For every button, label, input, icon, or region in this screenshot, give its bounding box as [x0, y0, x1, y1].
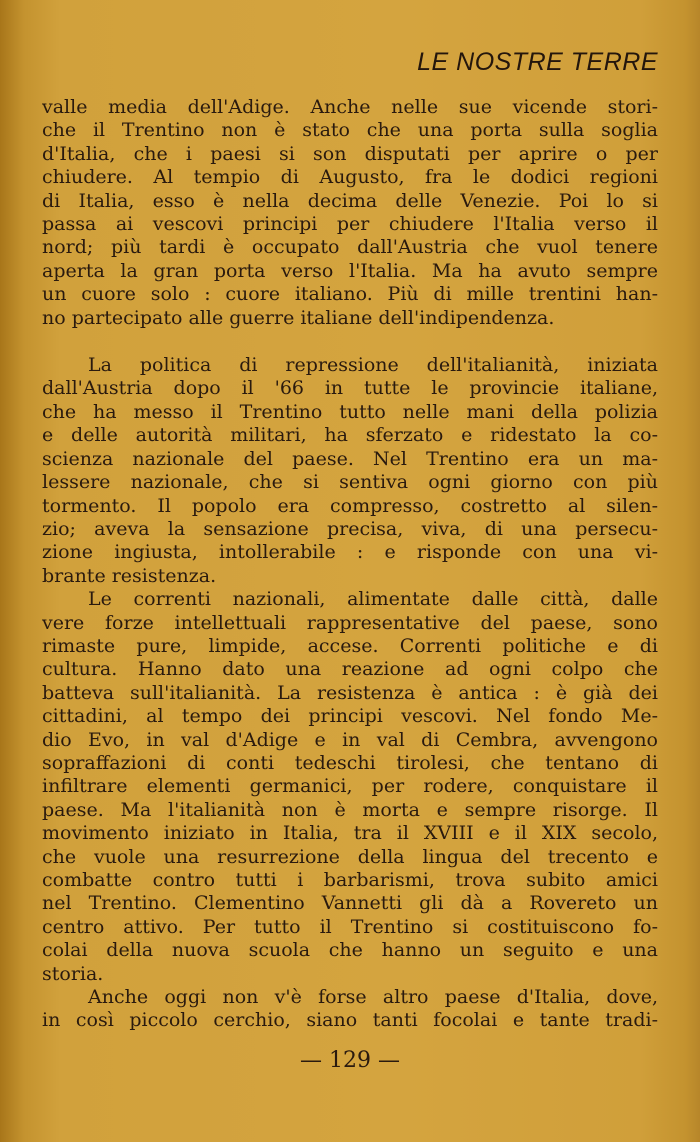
paragraph-3 [42, 588, 658, 986]
text-line: che vuole una resurrezione della lingua del trecento e [42, 845, 658, 868]
text-line: valle media dell'Adige. Anche nelle sue vicende stori- [42, 96, 658, 118]
running-head: LE NOSTRE TERRE [417, 48, 658, 76]
text-line: Anche oggi non v'è forse altro paese d'Italia, dove, [88, 986, 658, 1009]
text-line: paese. Ma l'italianità non è morta e sempre risorge. Il [42, 798, 658, 821]
text-line: vere forze intellettuali rappresentative del paese, sono [42, 611, 658, 634]
paragraph-2 [42, 354, 658, 588]
text-line: che il Trentino non è stato che una porta sulla soglia [42, 119, 658, 142]
text-line: colai della nuova scuola che hanno un seguito e una [42, 939, 658, 962]
text-line: passa ai vescovi principi per chiudere l'Italia verso il [42, 213, 658, 236]
text-line: nord; più tardi è occupato dall'Austria che vuol tenere [42, 236, 658, 259]
body-text [42, 96, 658, 1033]
text-line: Le correnti nazionali, alimentate dalle città, dalle [88, 588, 658, 611]
text-line: d'Italia, che i paesi si son disputati per aprire o per [42, 142, 658, 165]
text-line: nel Trentino. Clementino Vannetti gli dà a Rovereto un [42, 892, 658, 915]
text-line: no partecipato alle guerre italiane dell'indipendenza. [42, 306, 555, 329]
text-line: infiltrare elementi germanici, per rodere, conquistare il [42, 775, 658, 798]
text-line: batteva sull'italianità. La resistenza è antica : è già dei [42, 681, 658, 704]
page-number: — 129 — [300, 1048, 400, 1073]
paragraph-1 [42, 96, 658, 330]
text-line: cittadini, al tempo dei principi vescovi. Nel fondo Me- [42, 705, 658, 728]
text-line: zio; aveva la sensazione precisa, viva, di una persecu- [42, 517, 658, 540]
text-line: aperta la gran porta verso l'Italia. Ma ha avuto sempre [42, 259, 658, 282]
paragraph-gap [42, 330, 658, 354]
text-line: lessere nazionale, che si sentiva ogni giorno con più [42, 471, 658, 494]
text-line: cultura. Hanno dato una reazione ad ogni colpo che [42, 658, 658, 681]
text-line: rimaste pure, limpide, accese. Correnti politiche e di [42, 634, 658, 657]
text-line: scienza nazionale del paese. Nel Trentino era un ma- [42, 447, 658, 470]
text-line: che ha messo il Trentino tutto nelle mani della polizia [42, 400, 658, 423]
text-line: chiudere. Al tempio di Augusto, fra le dodici regioni [42, 166, 658, 189]
text-line: dio Evo, in val d'Adige e in val di Cembra, avvengono [42, 728, 658, 751]
text-line: brante resistenza. [42, 564, 217, 587]
text-line: un cuore solo : cuore italiano. Più di mille trentini han- [42, 283, 658, 306]
text-line: sopraffazioni di conti tedeschi tirolesi, che tentano di [42, 751, 658, 774]
text-line: e delle autorità militari, ha sferzato e ridestato la co- [42, 424, 658, 447]
text-line: tormento. Il popolo era compresso, costretto al silen- [42, 494, 658, 517]
text-line: movimento iniziato in Italia, tra il XVIII e il XIX secolo, [42, 822, 658, 845]
text-line: in così piccolo cerchio, siano tanti focolai e tante tradi- [42, 1009, 658, 1032]
text-line: storia. [42, 962, 104, 985]
text-line: La politica di repressione dell'italianità, iniziata [88, 354, 658, 377]
text-line: centro attivo. Per tutto il Trentino si costituiscono fo- [42, 915, 658, 938]
text-line: zione ingiusta, intollerabile : e risponde con una vi- [42, 541, 658, 564]
text-line: combatte contro tutti i barbarismi, trova subito amici [42, 869, 658, 891]
paragraph-4 [42, 986, 658, 1033]
text-line: dall'Austria dopo il '66 in tutte le provincie italiane, [42, 377, 658, 400]
text-line: di Italia, esso è nella decima delle Venezie. Poi lo si [42, 189, 658, 212]
